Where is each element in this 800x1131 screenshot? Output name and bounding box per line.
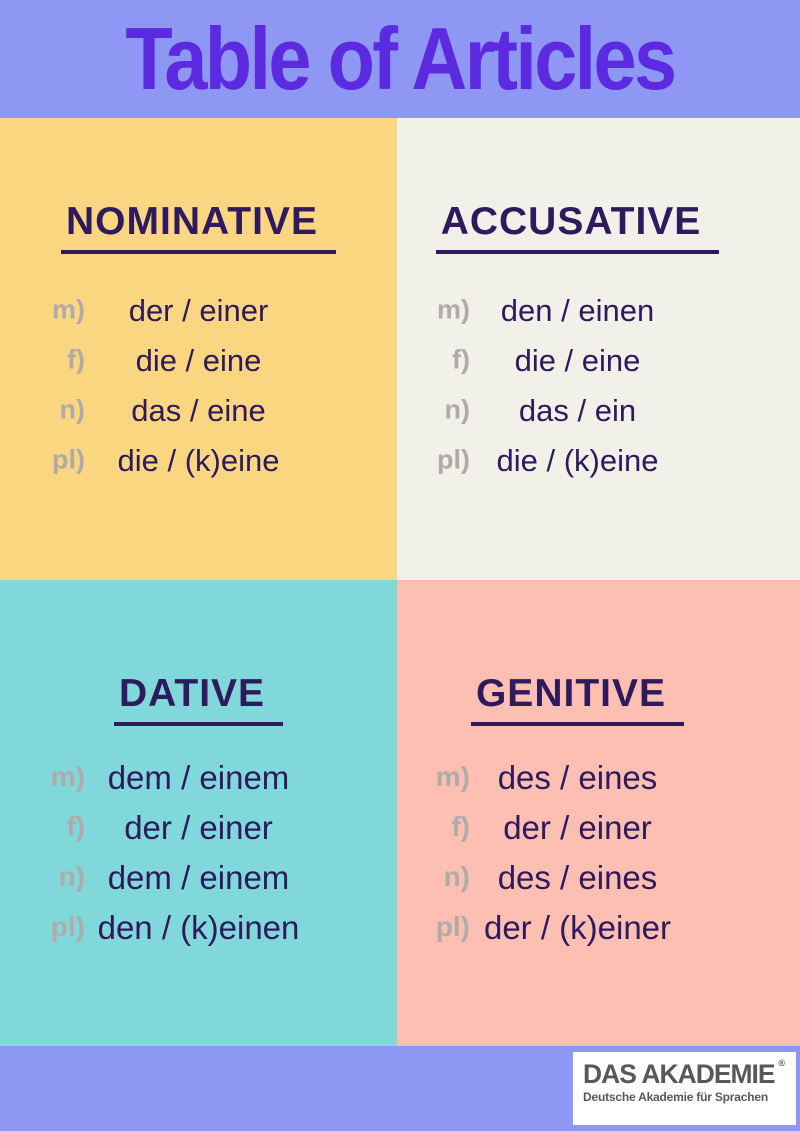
nominative-heading: NOMINATIVE (61, 202, 336, 254)
table-row (397, 802, 758, 852)
gender-label-n: n) (444, 394, 470, 425)
poster-header (0, 0, 800, 118)
table-row (397, 335, 758, 385)
article-value: das / ein (518, 392, 637, 428)
table-row (397, 752, 758, 802)
table-row (397, 285, 758, 335)
article-value: des / eines (497, 758, 658, 796)
table-row (0, 902, 397, 952)
article-value: die / eine (135, 342, 262, 378)
nominative-table (0, 285, 397, 485)
accusative-table (397, 285, 758, 485)
registered-trademark-mark: ® (778, 1058, 786, 1068)
article-value: der / einer (128, 292, 269, 328)
gender-label-f: f) (452, 344, 470, 375)
table-row (0, 435, 397, 485)
table-row (0, 752, 397, 802)
gender-label-pl: pl) (435, 911, 470, 942)
logo-tagline: Deutsche Akademie für Sprachen (583, 1090, 768, 1104)
accusative-heading-wrap (397, 202, 758, 254)
gender-label-f: f) (66, 811, 85, 842)
table-row (0, 802, 397, 852)
gender-label-n: n) (443, 861, 470, 892)
table-row (0, 385, 397, 435)
gender-label-n: n) (59, 394, 85, 425)
accusative-heading: ACCUSATIVE (436, 202, 720, 254)
table-row (397, 435, 758, 485)
nominative-heading-wrap (0, 202, 397, 254)
article-value: der / einer (503, 808, 652, 846)
article-value: den / einen (500, 292, 655, 328)
article-value: der / einer (124, 808, 273, 846)
das-akademie-logo (573, 1052, 796, 1125)
gender-label-pl: pl) (50, 911, 85, 942)
table-row (397, 385, 758, 435)
table-row (0, 335, 397, 385)
poster-title: Table of Articles (125, 9, 675, 108)
gender-label-m: m) (52, 294, 85, 325)
gender-label-m: m) (437, 294, 470, 325)
dative-table (0, 752, 397, 952)
quadrant-accusative (397, 118, 800, 580)
dative-heading: DATIVE (114, 674, 283, 726)
gender-label-m: m) (435, 761, 470, 792)
gender-label-f: f) (451, 811, 470, 842)
genitive-heading-wrap (397, 674, 758, 726)
gender-label-f: f) (67, 344, 85, 375)
article-value: den / (k)einen (97, 908, 300, 946)
dative-heading-wrap (0, 674, 397, 726)
quadrant-dative (0, 580, 397, 1046)
article-value: dem / einem (107, 758, 290, 796)
article-value: des / eines (497, 858, 658, 896)
gender-label-pl: pl) (52, 444, 85, 475)
article-value: der / (k)einer (483, 908, 672, 946)
gender-label-n: n) (58, 861, 85, 892)
table-row (397, 852, 758, 902)
gender-label-m: m) (50, 761, 85, 792)
article-value: die / (k)eine (496, 442, 659, 478)
table-row (397, 902, 758, 952)
article-value: dem / einem (107, 858, 290, 896)
genitive-table (397, 752, 758, 952)
poster-footer (0, 1046, 800, 1131)
article-value: die / eine (514, 342, 641, 378)
table-row (0, 285, 397, 335)
genitive-heading: GENITIVE (471, 674, 684, 726)
logo-brand-row (583, 1058, 786, 1089)
quadrant-nominative (0, 118, 397, 580)
logo-brand-text: DAS AKADEMIE (583, 1059, 775, 1089)
quadrant-genitive (397, 580, 800, 1046)
article-value: die / (k)eine (117, 442, 280, 478)
article-value: das / eine (131, 392, 266, 428)
table-row (0, 852, 397, 902)
gender-label-pl: pl) (437, 444, 470, 475)
